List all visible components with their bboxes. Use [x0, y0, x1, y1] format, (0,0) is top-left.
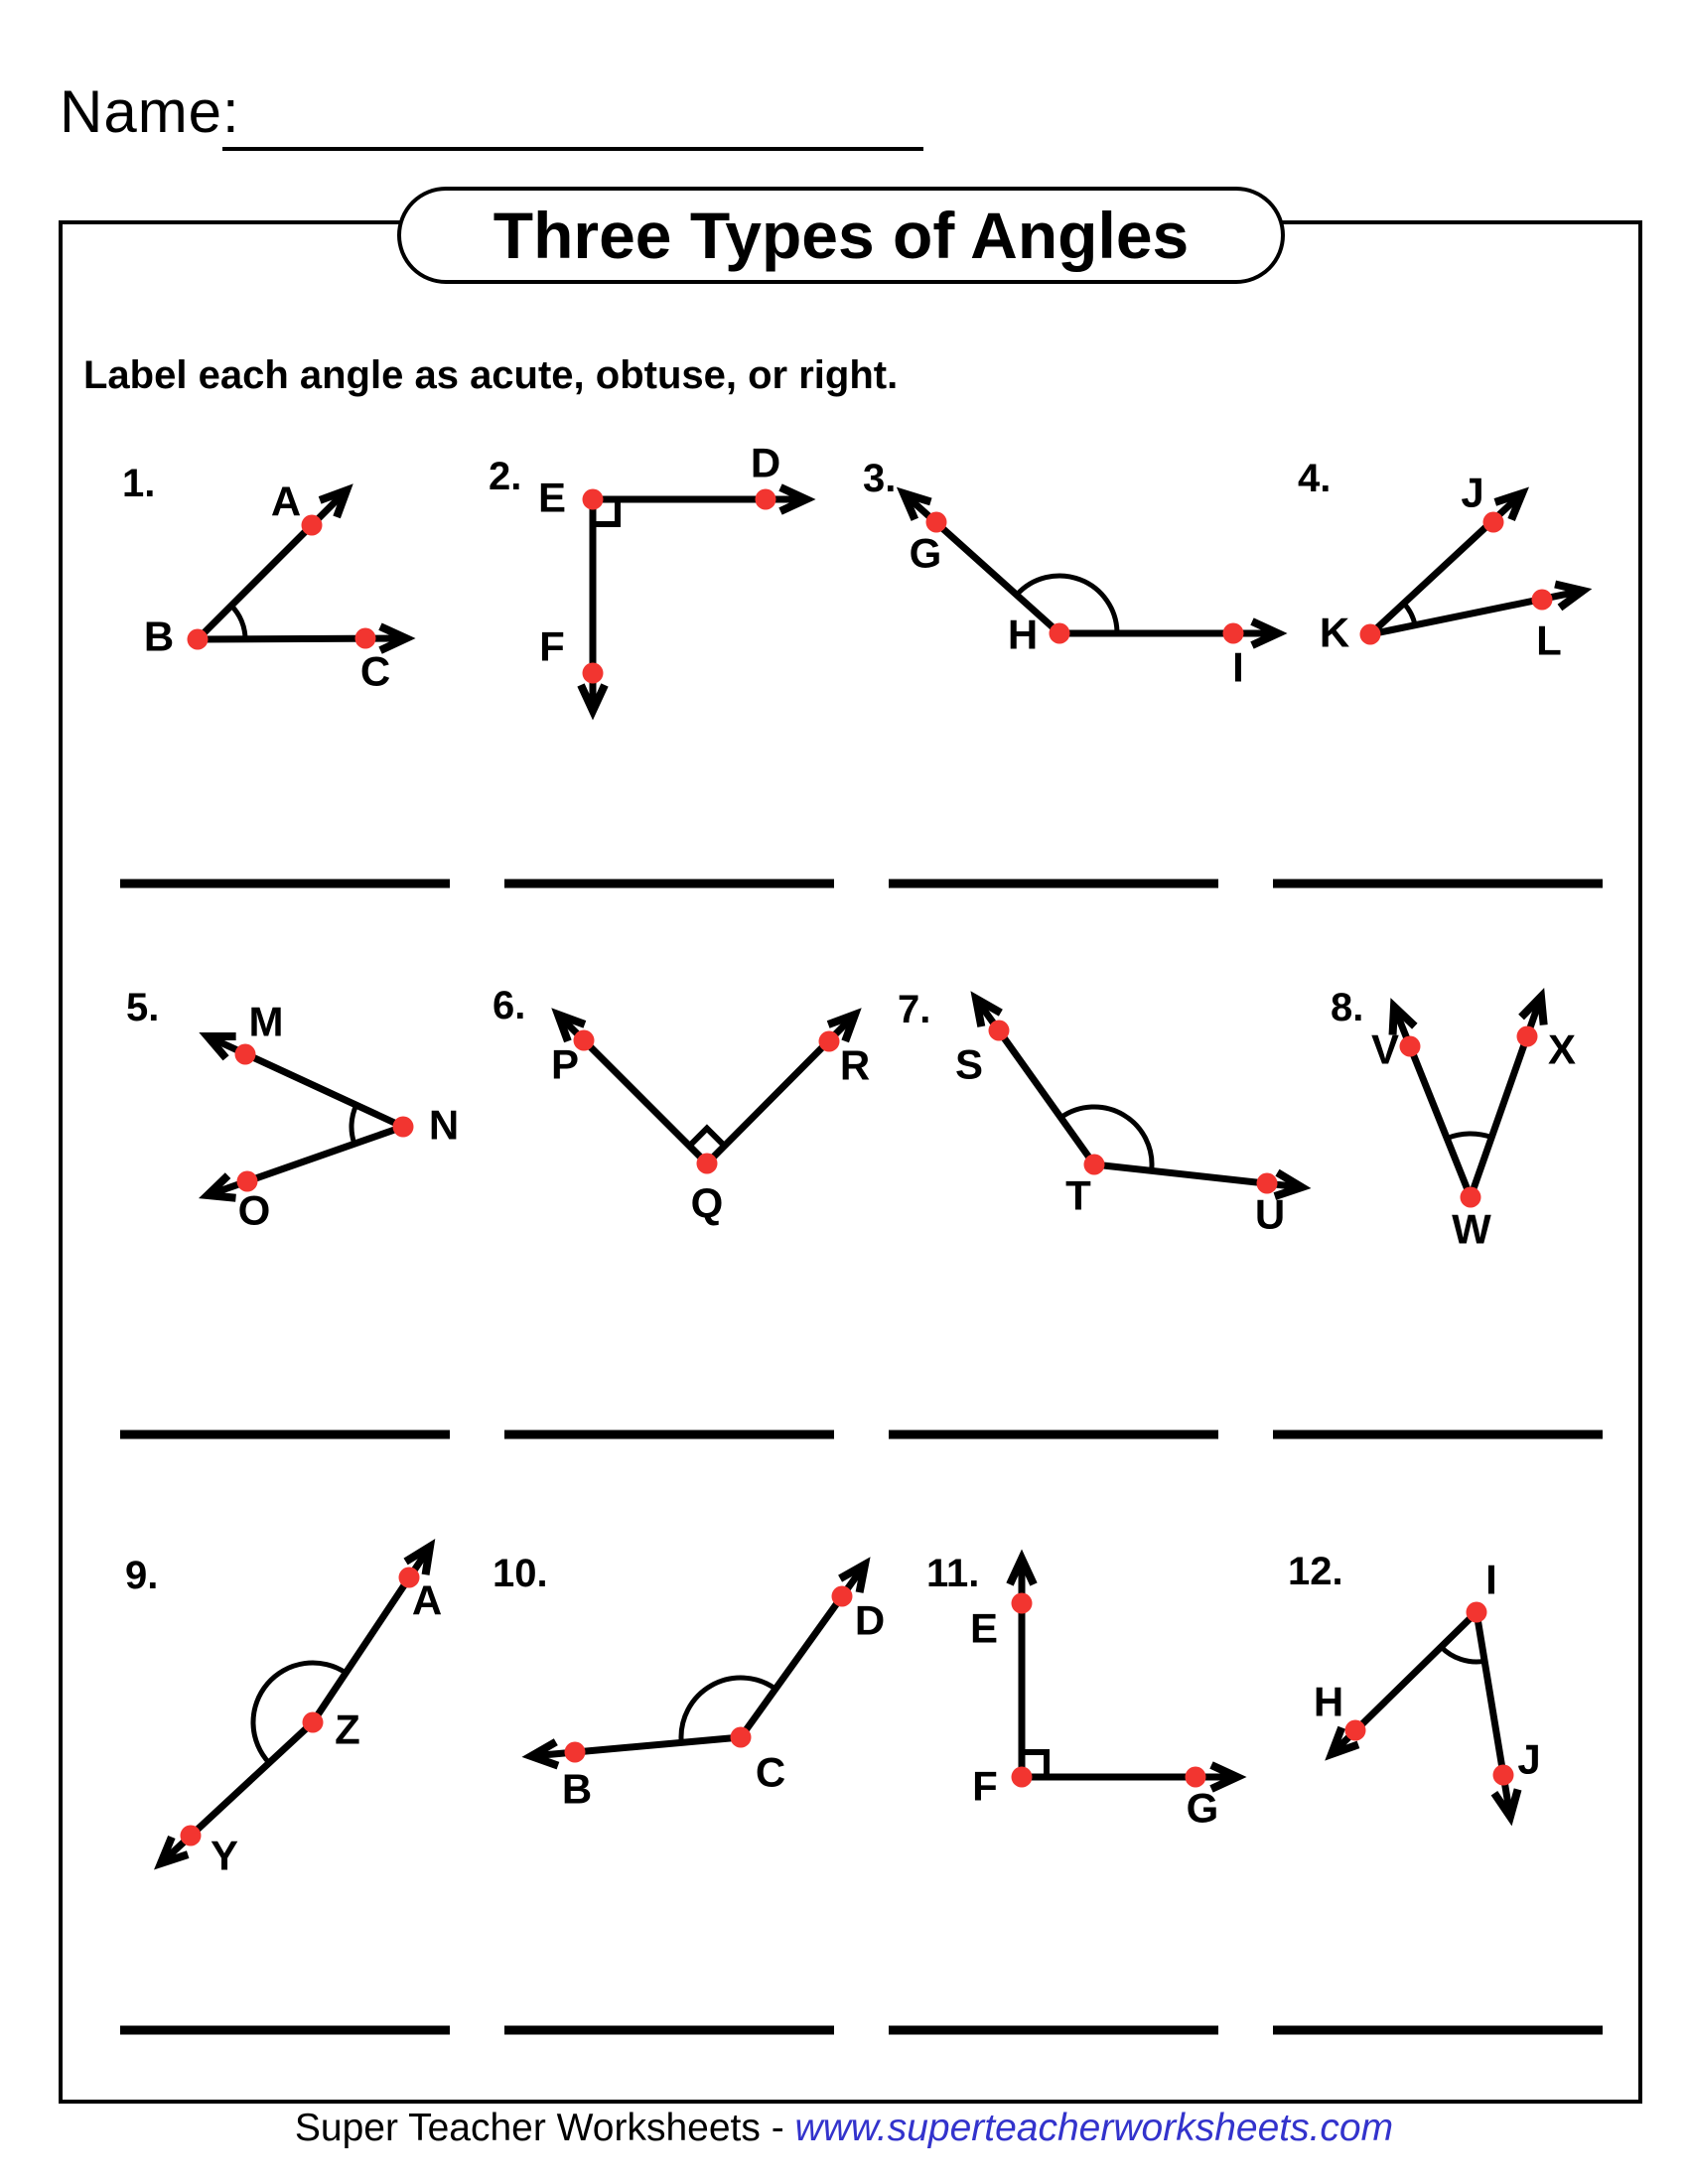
point-label: I: [1485, 1556, 1497, 1603]
problem-number: 6.: [492, 984, 526, 1027]
problem-11: [926, 1552, 1237, 1832]
point-label: L: [1536, 616, 1562, 664]
point-dot: [1493, 1765, 1514, 1786]
angle-ray: [208, 1127, 403, 1195]
point-label: G: [1186, 1784, 1219, 1832]
instruction-text: Label each angle as acute, obtuse, or right.: [83, 353, 899, 397]
problem-number: 2.: [489, 455, 522, 498]
problem-7: [898, 988, 1302, 1238]
point-label: E: [969, 1604, 999, 1652]
point-dot: [355, 628, 376, 649]
angle-arc: [253, 1663, 346, 1763]
point-label: N: [428, 1101, 460, 1149]
point-label: F: [539, 622, 565, 670]
problem-number: 9.: [125, 1554, 159, 1597]
problem-4: [1298, 457, 1583, 664]
point-dot: [1345, 1720, 1366, 1741]
point-label: D: [854, 1596, 886, 1644]
point-label: D: [750, 439, 781, 486]
point-label: Q: [690, 1179, 724, 1227]
point-dot: [756, 489, 776, 510]
point-label: B: [143, 613, 175, 660]
worksheet-title: Three Types of Angles: [492, 199, 1190, 272]
problem-8: [1331, 986, 1576, 1253]
point-label: A: [270, 478, 302, 525]
name-label: Name:: [60, 78, 240, 145]
point-label: M: [248, 998, 284, 1045]
point-label: H: [1313, 1678, 1344, 1725]
point-label: O: [237, 1186, 271, 1234]
point-dot: [697, 1154, 718, 1174]
problem-10: [492, 1552, 885, 1813]
point-label: A: [411, 1576, 443, 1624]
point-label: E: [537, 474, 567, 521]
point-dot: [583, 489, 604, 510]
problem-number: 12.: [1288, 1550, 1343, 1593]
point-label: G: [909, 529, 942, 577]
point-dot: [832, 1586, 853, 1607]
point-label: J: [1461, 469, 1484, 516]
problem-2: [489, 440, 806, 712]
problem-number: 4.: [1298, 457, 1332, 500]
point-label: X: [1547, 1025, 1577, 1073]
point-label: B: [561, 1765, 593, 1813]
problem-number: 7.: [898, 988, 931, 1031]
point-dot: [181, 1826, 202, 1846]
angle-arc: [231, 606, 245, 639]
point-dot: [1012, 1767, 1033, 1788]
point-dot: [1461, 1187, 1481, 1208]
problem-6: [492, 984, 870, 1227]
point-dot: [302, 515, 323, 536]
problem-3: [863, 457, 1278, 691]
point-label: F: [972, 1762, 998, 1810]
angle-arc: [1441, 1647, 1484, 1662]
point-dot: [583, 663, 604, 684]
point-label: I: [1232, 643, 1244, 691]
point-label: U: [1254, 1190, 1286, 1238]
problem-number: 11.: [926, 1552, 980, 1595]
problem-number: 10.: [492, 1552, 548, 1595]
point-dot: [188, 629, 209, 650]
point-label: Y: [210, 1832, 239, 1879]
point-label: C: [755, 1748, 786, 1796]
footer-url[interactable]: www.superteacherworksheets.com: [794, 2107, 1394, 2149]
point-dot: [1012, 1593, 1033, 1614]
problem-number: 5.: [126, 986, 160, 1029]
point-dot: [1467, 1602, 1487, 1623]
point-label: H: [1007, 611, 1039, 658]
problem-number: 1.: [122, 462, 156, 505]
problem-number: 3.: [863, 457, 897, 500]
point-dot: [303, 1712, 324, 1733]
point-dot: [1223, 623, 1244, 644]
point-dot: [1483, 512, 1504, 533]
problem-12: [1288, 1550, 1541, 1817]
point-label: T: [1065, 1171, 1091, 1219]
footer: [0, 2107, 1688, 2150]
problem-9: [125, 1547, 442, 1879]
problem-1: [122, 462, 406, 695]
angle-arc: [1447, 1134, 1491, 1139]
point-label: K: [1319, 609, 1350, 656]
problem-number: 8.: [1331, 986, 1364, 1029]
point-label: S: [954, 1040, 984, 1088]
point-dot: [989, 1021, 1010, 1041]
angle-ray: [1394, 1007, 1471, 1197]
point-dot: [1050, 623, 1070, 644]
angle-arc: [352, 1105, 356, 1144]
point-dot: [235, 1044, 256, 1065]
point-dot: [565, 1742, 586, 1763]
angle-ray: [531, 1737, 741, 1756]
point-dot: [1360, 624, 1381, 645]
point-dot: [393, 1117, 414, 1138]
point-label: W: [1452, 1205, 1491, 1253]
point-dot: [1517, 1026, 1538, 1047]
angle-arc: [1404, 604, 1415, 625]
problem-5: [126, 986, 459, 1234]
point-label: C: [359, 647, 391, 695]
angle-ray: [1477, 1612, 1510, 1817]
right-angle-marker: [689, 1129, 724, 1147]
point-label: R: [839, 1041, 871, 1089]
point-label: Z: [335, 1706, 360, 1753]
footer-brand: Super Teacher Worksheets -: [294, 2107, 795, 2149]
point-label: J: [1517, 1735, 1541, 1783]
title-pill: [397, 187, 1285, 284]
point-dot: [731, 1727, 752, 1748]
point-dot: [1532, 590, 1553, 611]
point-label: V: [1370, 1025, 1400, 1073]
point-label: P: [550, 1040, 580, 1088]
point-dot: [1400, 1036, 1421, 1057]
point-dot: [819, 1031, 840, 1052]
